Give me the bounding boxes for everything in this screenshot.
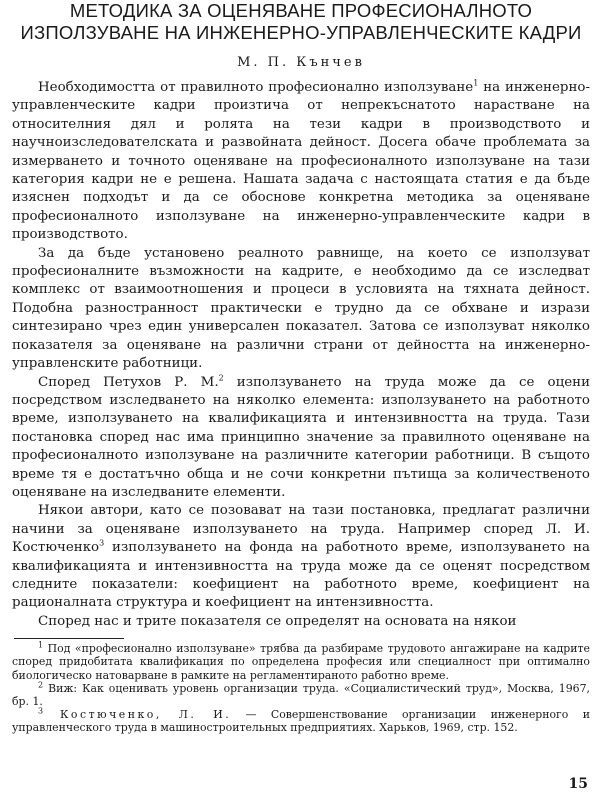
article-title — [12, 0, 590, 44]
article-body — [12, 79, 590, 631]
page-number: 15 — [568, 776, 588, 792]
title-line-1: МЕТОДИКА ЗА ОЦЕНЯВАНЕ ПРОФЕСИОНАЛНОТО — [69, 0, 533, 21]
paragraph-4: Някои автори, като се позовават на тази постановка, предлагат различни начини за оценяване използуването на труда. Например според Л. И. Костюченко$^3$ използуването на фонда на работното време, използуването на квалификацията и интензивността на труда може да се оценят посредством следните показатели: коефициент на работното време, коефициент на рационалната структура и коефициент на интензивността. — [12, 503, 590, 611]
paragraph-5: Според нас и трите показателя се определят на основата на някои — [38, 613, 517, 629]
paragraph-1: Необходимостта от правилното професионално използуване$^1$ на инженерно-управленческите кадри произтича от непрекъснатото нарастване на относителния дял и ролята на тези кадри в производството и научноизследователската и развойната дейност. Досега обаче проблемата за измерването и точното оценяване на професионалното използуване на тази категория кадри не е решена. Нашата задача с настоящата статия е да бъде изяснен подходът и да се обоснове конкретна методика за оценяване професионалното използуване на инженерно-управленческите кадри в производството. — [12, 78, 590, 243]
paragraph-3: Според Петухов Р. М.$^2$ използуването на труда може да се оцени посредством изследването на няколко елемента: използуването на работното време, използуването на квалификацията и интензивността на труда. Тази постановка според нас има принципно значение за правилното оценяване на професионалното използуване на различните категории работници. В същото време тя е достатъчно обща и не сочи конкретни пътища за количественото оценяване на изследваните елементи. — [12, 373, 590, 500]
paragraph-2: За да бъде установено реалното равнище, на което се използуват професионалните възможности на кадрите, е необходимо да се изследват комплекс от взаимоотношения и процеси в условията на тяхната дейност. Подобна разностранност практически е трудно да се обхване и изрази синтезирано чрез един универсален показател. Затова се използуват няколко показателя за оценяване на различни страни от дейността на инженерно-управленските работници. — [12, 245, 590, 372]
footnote-2: $^2$ Виж: Как оценивать уровень организации труда. «Социалистический труд», Москва, 1967, бр. 1. — [12, 680, 590, 708]
footnote-3: $^3$ Костюченко, Л. И. — Совершенствование организации инженерного и управленческого труда в машиностроительных предприятиях. Харьков, 1969, стр. 152. — [12, 706, 590, 735]
author-name: М. П. Кънчев — [237, 55, 365, 70]
footnote-1: $^1$ Под «професионално използуване» трябва да разбираме трудовото ангажиране на кадрите според придобитата квалификация по определена професия или специалност при оптимално биологическо натоварване в рамките на регламентираното работно време. — [12, 640, 590, 682]
footnote-ref-2: 2 — [218, 373, 224, 383]
title-line-2: ИЗПОЛЗУВАНЕ НА ИНЖЕНЕРНО-УПРАВЛЕНЧЕСКИТЕ КАДРИ — [20, 22, 582, 43]
footnote-ref-3: 3 — [99, 538, 105, 548]
footnote-ref-1: 1 — [473, 78, 479, 88]
footnote-divider — [14, 638, 124, 639]
footnotes — [12, 642, 590, 734]
